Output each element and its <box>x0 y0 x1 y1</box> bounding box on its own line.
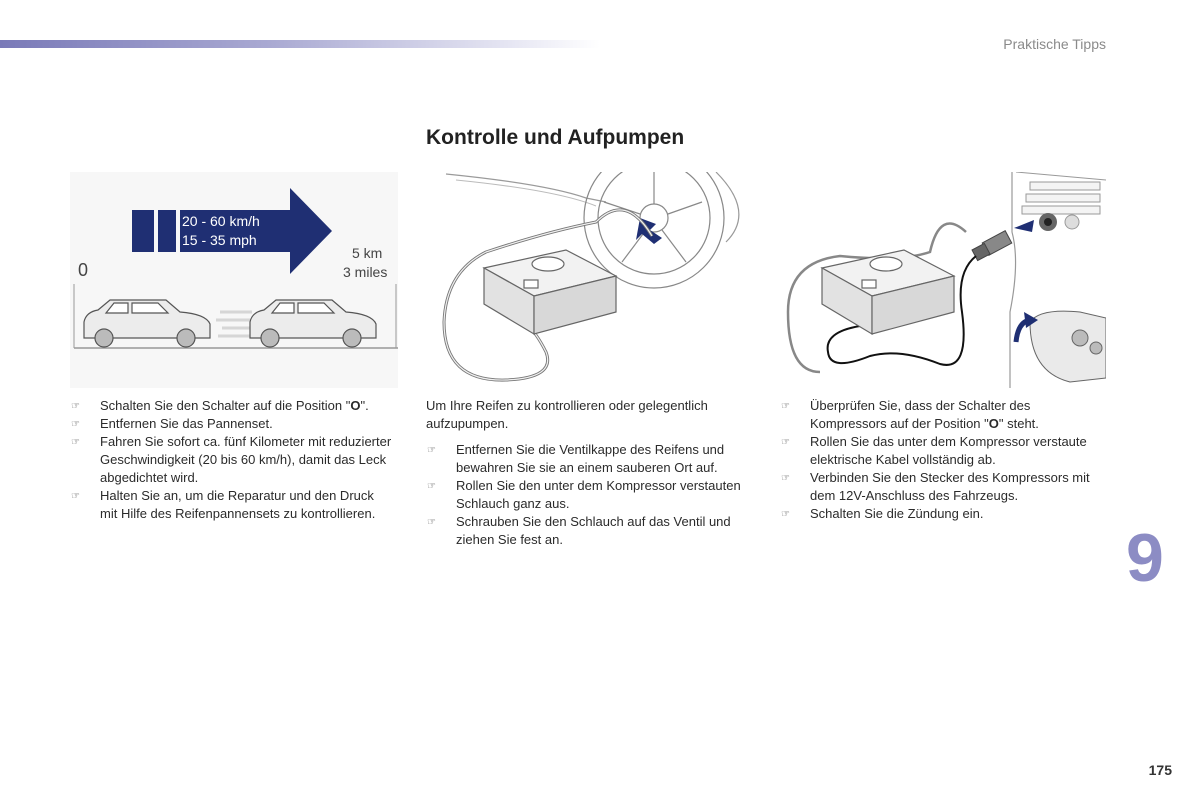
list-item <box>70 487 394 523</box>
list-item <box>70 397 394 415</box>
header-accent-bar <box>0 40 600 48</box>
pointing-hand-icon: ☞ <box>427 445 436 456</box>
pointing-hand-icon: ☞ <box>427 517 436 528</box>
list-item <box>426 513 750 549</box>
item-text: Rollen Sie das unter dem Kompressor verstaute elektrische Kabel vollständig ab. <box>810 434 1087 467</box>
compressor-icon <box>822 250 954 334</box>
speed-distance-illustration <box>70 172 398 388</box>
compressor-hose-illustration <box>426 172 752 388</box>
start-distance-label: 0 <box>78 260 89 280</box>
pointing-hand-icon: ☞ <box>71 437 80 448</box>
section-label: Praktische Tipps <box>1003 36 1106 52</box>
pointing-hand-icon: ☞ <box>781 473 790 484</box>
instructions-left-column <box>70 397 394 523</box>
item-text-bold: O <box>350 398 361 413</box>
item-text: Entfernen Sie die Ventilkappe des Reifens und bewahren Sie sie an einem sauberen Ort auf. <box>456 442 725 475</box>
list-item <box>426 441 750 477</box>
instruction-list <box>426 441 750 549</box>
pointing-hand-icon: ☞ <box>781 437 790 448</box>
distance-label-km: 5 km <box>352 245 383 261</box>
list-item <box>780 433 1104 469</box>
item-text: ". <box>360 398 369 413</box>
list-item <box>780 505 1104 523</box>
instruction-list <box>780 397 1104 523</box>
list-item <box>780 397 1104 433</box>
item-text: Halten Sie an, um die Reparatur und den Druck mit Hilfe des Reifenpannensets zu kontrollieren. <box>100 488 376 521</box>
key-fob-icon <box>1030 311 1106 382</box>
list-item <box>70 433 394 487</box>
instructions-right-column <box>780 397 1104 523</box>
pointing-hand-icon: ☞ <box>71 401 80 412</box>
chapter-number: 9 <box>1126 520 1164 596</box>
item-text: Schalten Sie den Schalter auf die Position " <box>100 398 351 413</box>
item-text: Verbinden Sie den Stecker des Kompressors mit dem 12V-Anschluss des Fahrzeugs. <box>810 470 1090 503</box>
item-text: Fahren Sie sofort ca. fünf Kilometer mit reduzierter Geschwindigkeit (20 bis 60 km/h), damit das Leck abgedichtet wird. <box>100 434 392 485</box>
item-text: Entfernen Sie das Pannenset. <box>100 416 273 431</box>
item-text: Schrauben Sie den Schlauch auf das Ventil und ziehen Sie fest an. <box>456 514 731 547</box>
speed-label-kmh: 20 - 60 km/h <box>182 213 260 229</box>
instructions-middle-column <box>426 397 750 549</box>
instruction-list <box>70 397 394 523</box>
pointing-hand-icon: ☞ <box>427 481 436 492</box>
speed-label-mph: 15 - 35 mph <box>182 232 257 248</box>
plug-arrow-icon <box>1014 220 1034 232</box>
list-item <box>70 415 394 433</box>
item-text-bold: O <box>988 416 999 431</box>
socket-connection-illustration <box>780 172 1106 388</box>
pointing-hand-icon: ☞ <box>71 419 80 430</box>
item-text: Rollen Sie den unter dem Kompressor verstauten Schlauch ganz aus. <box>456 478 741 511</box>
power-socket-icon <box>1039 213 1079 231</box>
distance-label-miles: 3 miles <box>343 264 388 280</box>
item-text: Schalten Sie die Zündung ein. <box>810 506 984 521</box>
list-item <box>426 477 750 513</box>
item-text: " steht. <box>998 416 1039 431</box>
pointing-hand-icon: ☞ <box>781 401 790 412</box>
item-text: Überprüfen Sie, dass der Schalter des Kompressors auf der Position " <box>810 398 1031 431</box>
page-title: Kontrolle und Aufpumpen <box>426 126 685 149</box>
compressor-icon <box>484 250 616 334</box>
page-number: 175 <box>1148 762 1172 778</box>
intro-text: Um Ihre Reifen zu kontrollieren oder gelegentlich aufzupumpen. <box>426 398 708 431</box>
pointing-hand-icon: ☞ <box>781 509 790 520</box>
plug-icon <box>972 231 1012 261</box>
pointing-hand-icon: ☞ <box>71 491 80 502</box>
list-item <box>780 469 1104 505</box>
